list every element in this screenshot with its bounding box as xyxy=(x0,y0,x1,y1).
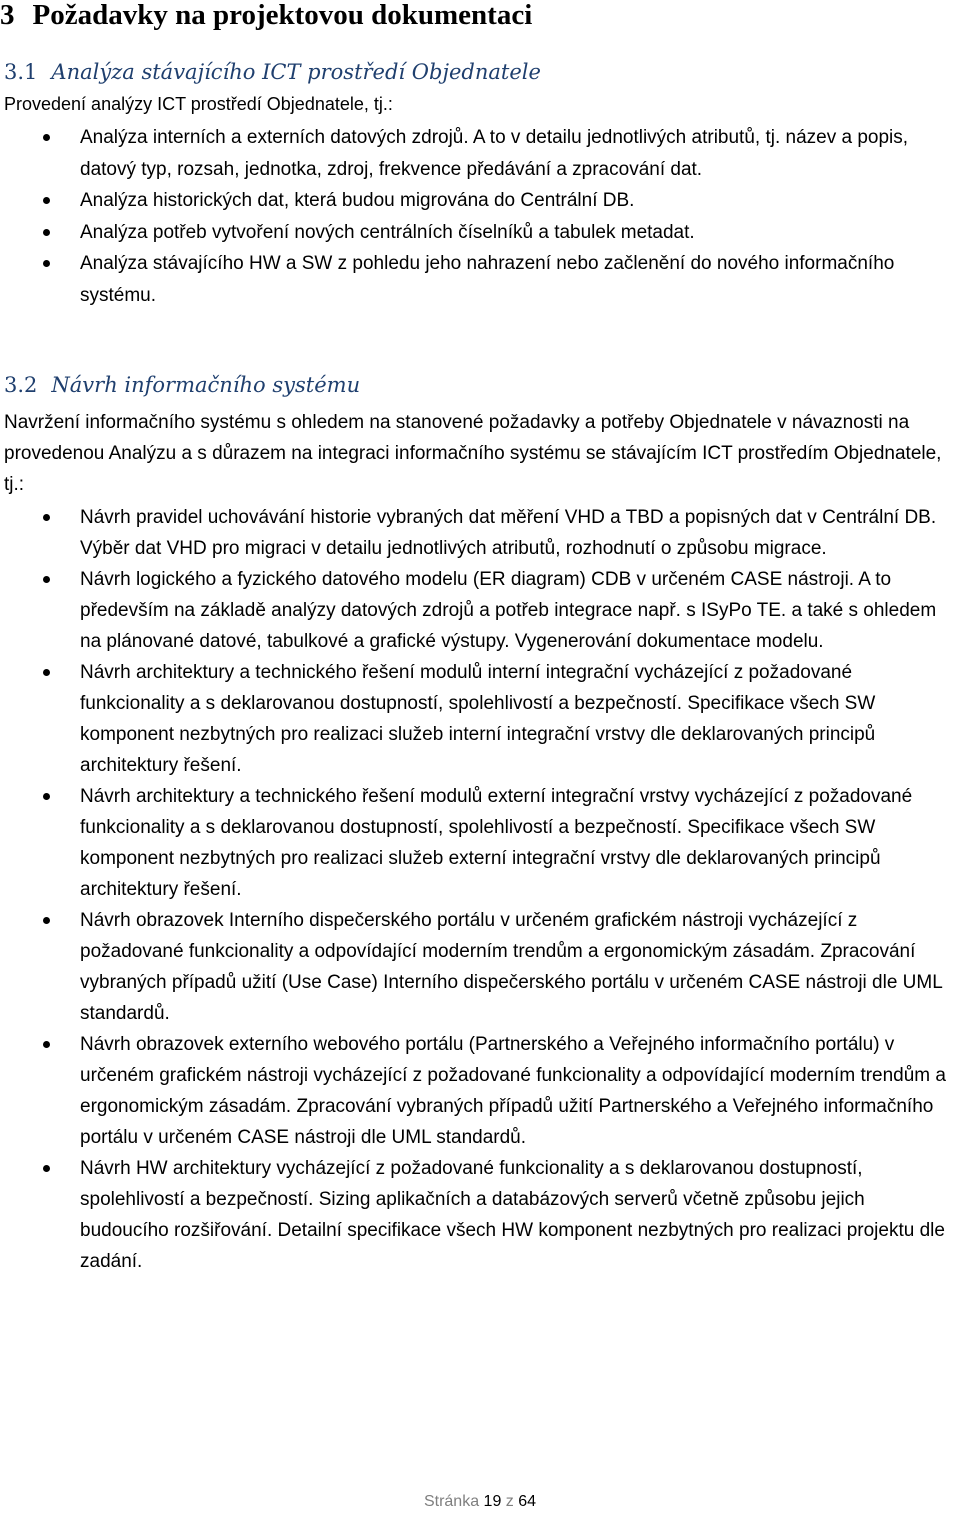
list-item: Návrh logického a fyzického datového modelu (ER diagram) CDB v určeném CASE nástroji. A to především na základě analýzy datových zdrojů a potřeb integrace např. s ISyPo TE. a také s ohledem na plánované datové, tabulkové a grafické výstupy. Vygenerování dokumentace modelu. xyxy=(0,564,958,657)
list-item: Analýza stávajícího HW a SW z pohledu jeho nahrazení nebo začlenění do nového informačního systému. xyxy=(0,248,958,311)
section-3-1-list xyxy=(0,122,958,312)
section-3-1-heading xyxy=(4,59,541,85)
section-3-1-intro: Provedení analýzy ICT prostředí Objednatele, tj.: xyxy=(4,94,393,114)
bullet-icon xyxy=(43,260,50,267)
section-3-1-title: Analýza stávajícího ICT prostředí Objednatele xyxy=(51,60,541,84)
section-3-2-number: 3.2 xyxy=(4,373,38,397)
section-3-2-intro: Navržení informačního systému s ohledem na stanovené požadavky a potřeby Objednatele v návaznosti na provedenou Analýzu a s důrazem na integraci informačního systému se stávajícím ICT prostředím Objednatele, tj.: xyxy=(4,412,942,495)
list-item: Návrh obrazovek Interního dispečerského portálu v určeném grafickém nástroji vycházející z požadované funkcionality a odpovídající moderním trendům a ergonomickým zásadám. Zpracování vybraných případů užití (Use Case) Interního dispečerského portálu v určeném CASE nástroji dle UML standardů. xyxy=(0,905,958,1029)
section-3-1-number: 3.1 xyxy=(4,60,38,84)
page-footer xyxy=(0,1492,960,1512)
bullet-icon xyxy=(43,197,50,204)
bullet-icon xyxy=(43,1041,50,1048)
footer-prefix: Stránka xyxy=(423,1493,480,1510)
section-3-2-list xyxy=(0,502,958,1277)
list-item: Analýza interních a externích datových zdrojů. A to v detailu jednotlivých atributů, tj. název a popis, datový typ, rozsah, jednotka, zdroj, frekvence předávání a zpracování dat. xyxy=(0,122,958,185)
list-item: Analýza potřeb vytvoření nových centrálních číselníků a tabulek metadat. xyxy=(0,217,958,249)
bullet-icon xyxy=(43,229,50,236)
list-item: Návrh architektury a technického řešení modulů interní integrační vycházející z požadované funkcionality a s deklarovanou dostupností, spolehlivostí a bezpečností. Specifikace všech SW komponent nezbytných pro realizaci služeb interní integrační vrstvy dle deklarovaných principů architektury řešení. xyxy=(0,657,958,781)
section-3-2-title: Návrh informačního systému xyxy=(51,373,361,397)
chapter-title: Požadavky na projektovou dokumentaci xyxy=(32,0,533,31)
bullet-icon xyxy=(43,917,50,924)
bullet-icon xyxy=(43,793,50,800)
footer-current-page: 19 xyxy=(483,1493,502,1510)
list-item: Návrh pravidel uchovávání historie vybraných dat měření VHD a TBD a popisných dat v Centrální DB. Výběr dat VHD pro migraci v detailu jednotlivých atributů, rozhodnutí o způsobu migrace. xyxy=(0,502,958,564)
bullet-icon xyxy=(43,514,50,521)
bullet-icon xyxy=(43,1165,50,1172)
bullet-icon xyxy=(43,576,50,583)
list-item: Návrh HW architektury vycházející z požadované funkcionality a s deklarovanou dostupností, spolehlivostí a bezpečností. Sizing aplikačních a databázových serverů včetně způsobu jejich budoucího rozšiřování. Detailní specifikace všech HW komponent nezbytných pro realizaci projektu dle zadání. xyxy=(0,1153,958,1277)
bullet-icon xyxy=(43,134,50,141)
chapter-heading xyxy=(0,0,532,30)
list-item: Návrh architektury a technického řešení modulů externí integrační vrstvy vycházející z požadované funkcionality a s deklarovanou dostupností, spolehlivostí a bezpečností. Specifikace všech SW komponent nezbytných pro realizaci služeb externí integrační vrstvy dle deklarovaných principů architektury řešení. xyxy=(0,781,958,905)
footer-total-pages: 64 xyxy=(518,1493,537,1510)
list-item: Analýza historických dat, která budou migrována do Centrální DB. xyxy=(0,185,958,217)
footer-separator: z xyxy=(505,1493,514,1510)
list-item: Návrh obrazovek externího webového portálu (Partnerského a Veřejného informačního portálu) v určeném grafickém nástroji vycházející z požadované funkcionality a odpovídající moderním trendům a ergonomickým zásadám. Zpracování vybraných případů užití Partnerského a Veřejného informačního portálu v určeném CASE nástroji dle UML standardů. xyxy=(0,1029,958,1153)
chapter-number: 3 xyxy=(0,0,15,31)
section-3-2-heading xyxy=(4,372,360,398)
bullet-icon xyxy=(43,669,50,676)
